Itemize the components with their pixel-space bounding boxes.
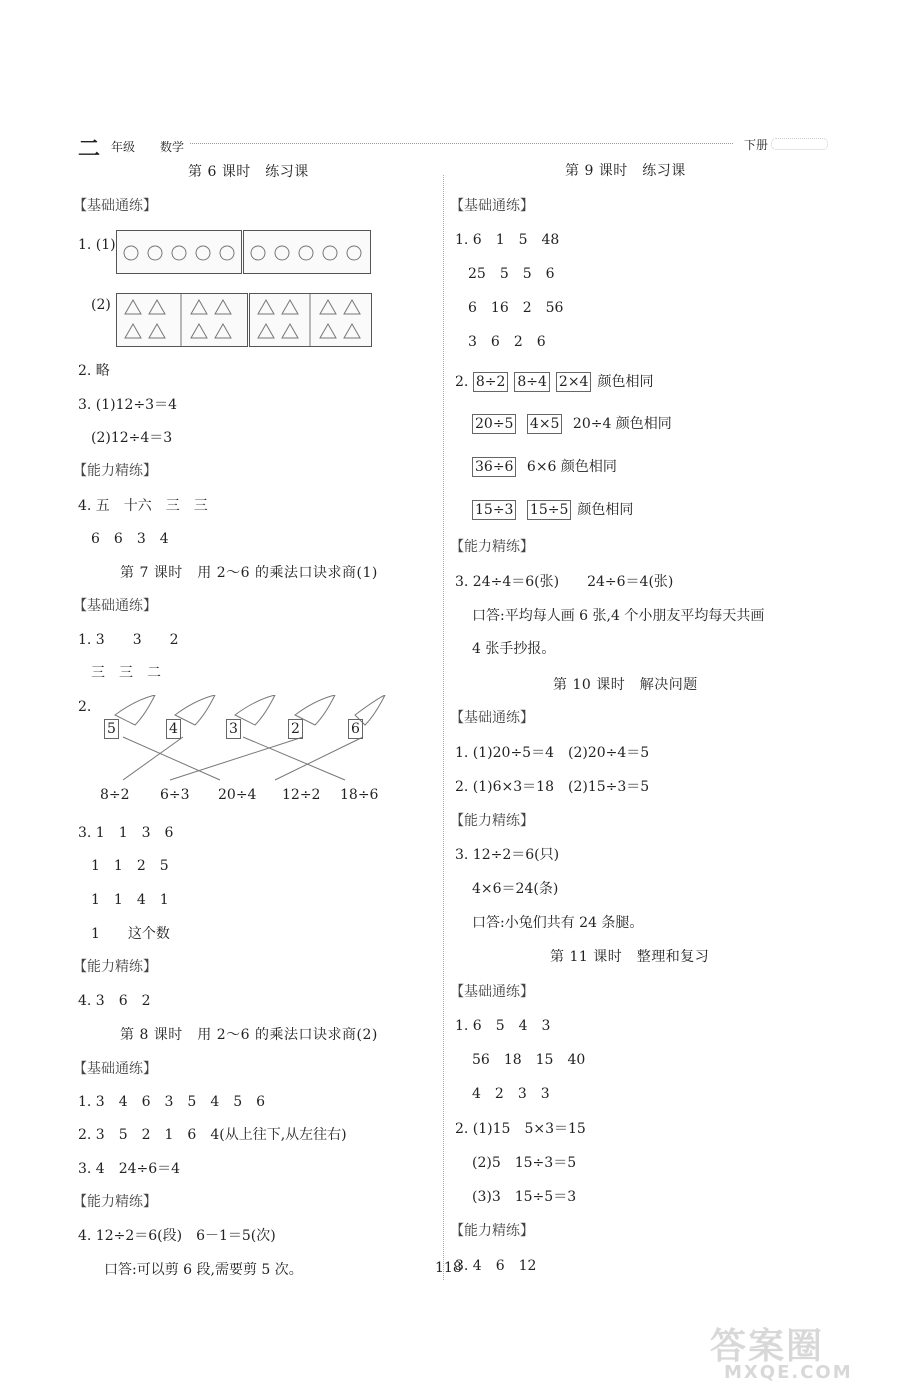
header-rule xyxy=(190,143,733,144)
column-divider xyxy=(443,175,444,1280)
answer-line: 4 张手抄报。 xyxy=(472,641,556,657)
answer-line: 1. 3 3 2 xyxy=(78,632,179,648)
expr-box: 2×4 xyxy=(556,372,592,392)
subject-label: 数学 xyxy=(160,140,185,154)
watermark-logo xyxy=(710,1318,880,1383)
lesson-title-9: 第 9 课时 练习课 xyxy=(565,163,686,179)
expr-box: 20÷5 xyxy=(472,414,516,434)
grade-number: 二 xyxy=(78,137,101,162)
section-basic: 【基础通练】 xyxy=(450,198,534,214)
lesson-title-10: 第 10 课时 解决问题 xyxy=(553,677,698,693)
answer-line: 4 2 3 3 xyxy=(472,1086,550,1102)
section-ability: 【能力精练】 xyxy=(73,959,157,975)
answer-line xyxy=(472,457,617,477)
same-color-label: 20÷4 颜色相同 xyxy=(572,416,672,432)
answer-line: 4×6＝24(条) xyxy=(472,881,559,897)
lesson-title-11: 第 11 课时 整理和复习 xyxy=(550,949,710,965)
expression: 18÷6 xyxy=(340,787,379,803)
rabbits-picture-b xyxy=(243,230,371,274)
bird-label xyxy=(226,719,247,739)
icecream-picture xyxy=(249,293,372,347)
answer-line: 3. 24÷4＝6(张) 24÷6＝4(张) xyxy=(455,574,674,590)
answer-line: 2. 3 5 2 1 6 4(从上往下,从左往右) xyxy=(78,1127,347,1143)
answer-line: 1. 3 4 6 3 5 4 5 6 xyxy=(78,1094,266,1110)
same-color-label: 6×6 颜色相同 xyxy=(526,459,617,475)
answer-line: 2. (1)6×3＝18 (2)15÷3＝5 xyxy=(455,779,650,795)
bird-label xyxy=(104,719,125,739)
page-number: 118 xyxy=(435,1260,462,1276)
bird-number: 4 xyxy=(166,719,181,739)
section-ability: 【能力精练】 xyxy=(450,1223,534,1239)
section-basic: 【基础通练】 xyxy=(450,710,534,726)
bird-label xyxy=(288,719,309,739)
expr-box: 15÷5 xyxy=(527,500,571,520)
lesson-title-8: 第 8 课时 用 2～6 的乘法口诀求商(2) xyxy=(120,1027,378,1043)
expr-box: 8÷4 xyxy=(514,372,550,392)
expression: 8÷2 xyxy=(100,787,130,803)
answer-line: (2)5 15÷3＝5 xyxy=(472,1155,577,1171)
answer-line: 4. 12÷2＝6(段) 6－1＝5(次) xyxy=(78,1228,276,1244)
answer-line: 口答:可以剪 6 段,需要剪 5 次。 xyxy=(104,1262,303,1278)
answer-line: 3 6 2 6 xyxy=(468,334,546,350)
same-color-label: 颜色相同 xyxy=(597,374,654,390)
answer-line: 4. 五 十六 三 三 xyxy=(78,498,208,514)
bird-number: 3 xyxy=(226,719,241,739)
answer-line: 2. xyxy=(78,699,92,715)
expr-box: 15÷3 xyxy=(472,500,516,520)
answer-line: (2) xyxy=(91,297,111,313)
answer-line: 3. (1)12÷3＝4 xyxy=(78,397,177,413)
section-basic: 【基础通练】 xyxy=(73,198,157,214)
birds-matching-diagram xyxy=(95,695,395,785)
section-basic: 【基础通练】 xyxy=(73,598,157,614)
expr-box: 36÷6 xyxy=(472,457,516,477)
section-ability: 【能力精练】 xyxy=(450,813,534,829)
expr-box: 4×5 xyxy=(527,414,563,434)
bird-number: 5 xyxy=(104,719,119,739)
volume-label: 下册 xyxy=(743,138,768,152)
section-ability: 【能力精练】 xyxy=(73,463,157,479)
answer-line: 2. (1)15 5×3＝15 xyxy=(455,1121,586,1137)
section-basic: 【基础通练】 xyxy=(73,1061,157,1077)
watermark-bottom: MXQE.COM xyxy=(724,1362,853,1383)
expression: 12÷2 xyxy=(282,787,321,803)
answer-line: 1. 6 1 5 48 xyxy=(455,232,560,248)
answer-line: 1 这个数 xyxy=(91,926,170,942)
answer-line: 1 1 2 5 xyxy=(91,858,169,874)
section-basic: 【基础通练】 xyxy=(450,984,534,1000)
answer-line: 56 18 15 40 xyxy=(472,1052,586,1068)
answer-line: 3. 4 24÷6＝4 xyxy=(78,1161,181,1177)
answer-line: 口答:平均每人画 6 张,4 个小朋友平均每天共画 xyxy=(472,608,765,624)
rabbits-picture-a xyxy=(116,230,242,274)
answer-line: 3. 4 6 12 xyxy=(455,1258,537,1274)
answer-line: 1 1 4 1 xyxy=(91,892,169,908)
answer-line: (3)3 15÷5＝3 xyxy=(472,1189,577,1205)
page-header xyxy=(78,132,828,162)
bird-label xyxy=(166,719,187,739)
answer-line: 6 6 3 4 xyxy=(91,531,169,547)
bird-label xyxy=(348,719,369,739)
answer-line: 2. 略 xyxy=(78,363,110,379)
answer-line: 口答:小兔们共有 24 条腿。 xyxy=(472,915,644,931)
answer-line xyxy=(472,414,672,434)
lesson-title-6: 第 6 课时 练习课 xyxy=(188,164,309,180)
section-ability: 【能力精练】 xyxy=(450,539,534,555)
answer-line: 25 5 5 6 xyxy=(468,266,555,282)
watermark-top: 答案圈 xyxy=(710,1326,825,1367)
answer-line: (2)12÷4＝3 xyxy=(91,430,173,446)
answer-line: 3. 12÷2＝6(只) xyxy=(455,847,560,863)
grade-label: 年级 xyxy=(111,140,136,154)
answer-line: 三 三 二 xyxy=(91,665,161,681)
same-color-label: 颜色相同 xyxy=(577,502,634,518)
decorative-ovals xyxy=(771,138,828,150)
lesson-title-7: 第 7 课时 用 2～6 的乘法口诀求商(1) xyxy=(120,565,378,581)
answer-line: 1. (1) xyxy=(78,237,116,253)
bird-number: 6 xyxy=(348,719,363,739)
answer-line: 1. (1)20÷5＝4 (2)20÷4＝5 xyxy=(455,745,650,761)
answer-line: 1. 6 5 4 3 xyxy=(455,1018,551,1034)
expression: 6÷3 xyxy=(160,787,190,803)
question-number: 2. xyxy=(455,374,469,390)
section-ability: 【能力精练】 xyxy=(73,1194,157,1210)
expr-box: 8÷2 xyxy=(473,372,509,392)
answer-line: 3. 1 1 3 6 xyxy=(78,825,174,841)
answer-line: 4. 3 6 2 xyxy=(78,993,151,1009)
expression: 20÷4 xyxy=(218,787,257,803)
answer-line xyxy=(472,500,633,520)
icecream-picture xyxy=(116,293,248,347)
answer-line xyxy=(455,372,653,392)
bird-number: 2 xyxy=(288,719,303,739)
answer-line: 6 16 2 56 xyxy=(468,300,564,316)
